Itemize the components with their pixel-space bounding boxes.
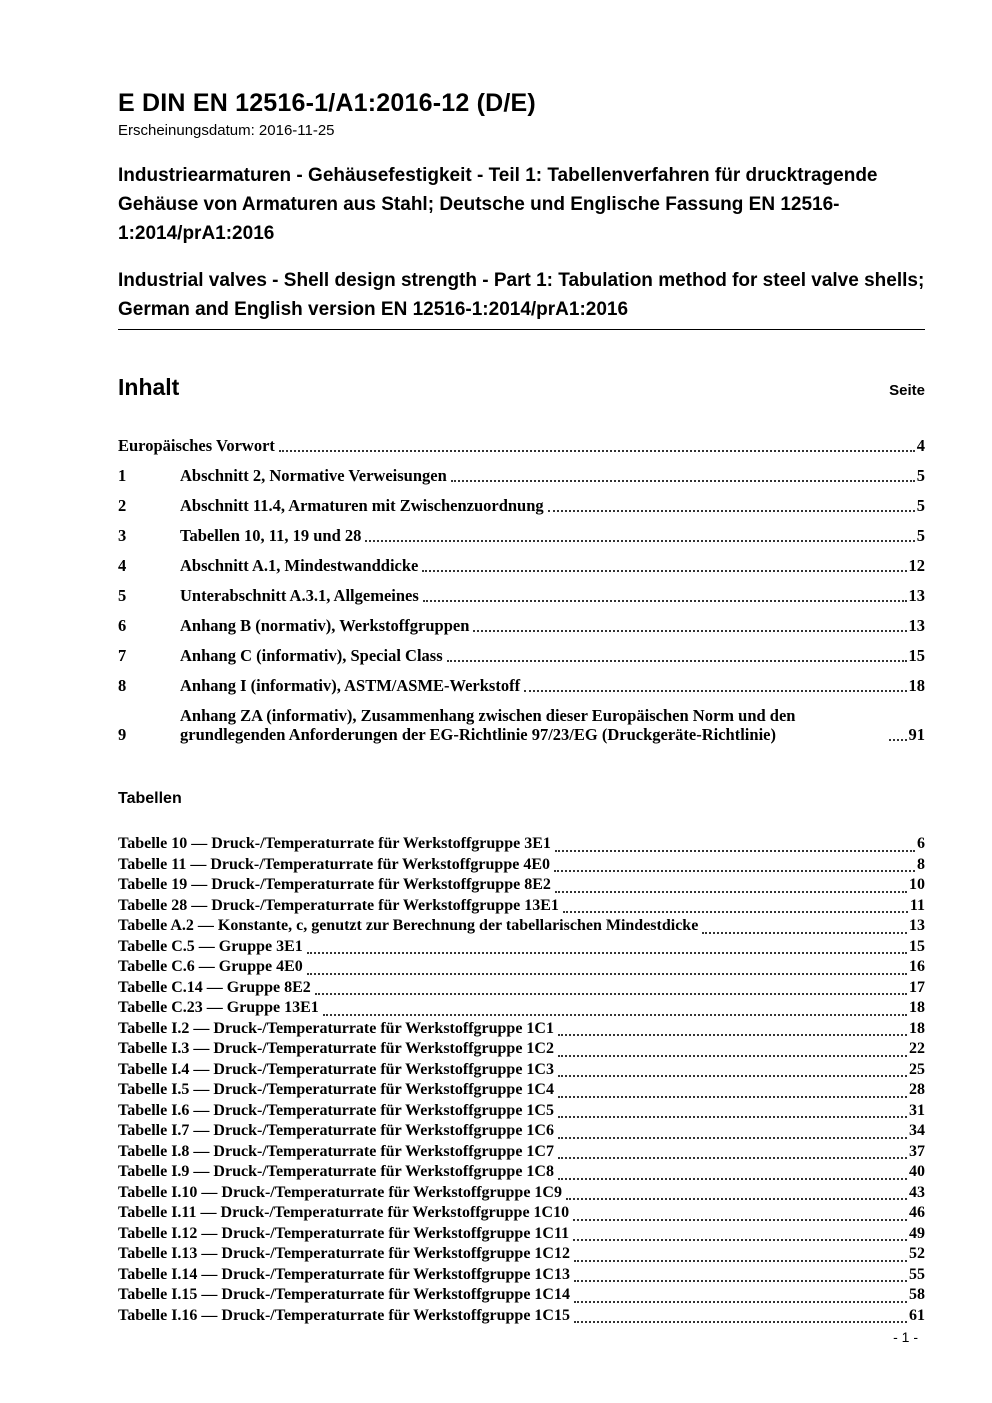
entry-label: Anhang I (informativ), ASTM/ASME-Werkstoff — [180, 676, 521, 695]
toc-entry-number: 9 — [118, 725, 127, 744]
table-entry — [118, 957, 925, 978]
entry-label: Unterabschnitt A.3.1, Allgemeines — [180, 586, 419, 605]
dotted-leader — [307, 973, 907, 975]
toc-page-column-label: Seite — [889, 382, 925, 399]
entry-page-number: 13 — [908, 616, 925, 635]
toc-entry — [118, 526, 925, 545]
entry-page-number: 61 — [909, 1306, 925, 1324]
table-entry — [118, 937, 925, 958]
entry-page-number: 12 — [908, 556, 925, 575]
dotted-leader — [702, 932, 907, 934]
entry-page-number: 25 — [909, 1060, 925, 1078]
entry-label: Tabelle C.14 — Gruppe 8E2 — [118, 978, 311, 996]
entry-label: Tabelle I.7 — Druck-/Temperaturrate für Werkstoffgruppe 1C6 — [118, 1122, 554, 1139]
table-entry — [118, 896, 925, 917]
table-entry — [118, 1121, 925, 1142]
entry-page-number: 5 — [916, 526, 925, 545]
dotted-leader — [566, 1198, 907, 1200]
toc-entry-number: 4 — [118, 556, 127, 575]
table-entry — [118, 1203, 925, 1224]
table-entry — [118, 1162, 925, 1183]
entry-page-number: 18 — [909, 999, 925, 1016]
entry-label: Tabelle I.14 — Druck-/Temperaturrate für Werkstoffgruppe 1C13 — [118, 1265, 570, 1283]
dotted-leader — [558, 1157, 907, 1159]
entry-page-number: 15 — [908, 646, 925, 665]
entry-label: Tabelle I.5 — Druck-/Temperaturrate für Werkstoffgruppe 1C4 — [118, 1081, 554, 1098]
table-entry — [118, 916, 925, 937]
dotted-leader — [574, 1280, 907, 1282]
toc-entry — [118, 676, 925, 695]
entry-label: Abschnitt A.1, Mindestwanddicke — [180, 556, 419, 575]
dotted-leader — [555, 891, 907, 893]
table-entry — [118, 1224, 925, 1245]
toc-entry — [118, 616, 925, 635]
entry-label: Anhang B (normativ), Werkstoffgruppen — [180, 616, 470, 635]
entry-page-number: 37 — [909, 1142, 925, 1160]
dotted-leader — [548, 510, 915, 512]
entry-page-number: 10 — [909, 876, 925, 893]
toc-entry-number: 6 — [118, 616, 127, 635]
dotted-leader — [558, 1096, 907, 1098]
entry-page-number: 18 — [908, 676, 925, 695]
dotted-leader — [365, 540, 914, 542]
entry-page-number: 49 — [909, 1224, 925, 1242]
dotted-leader — [558, 1075, 907, 1077]
entry-page-number: 4 — [916, 436, 925, 455]
entry-label: Tabelle I.2 — Druck-/Temperaturrate für Werkstoffgruppe 1C1 — [118, 1019, 554, 1037]
dotted-leader — [422, 570, 906, 572]
entry-page-number: 18 — [909, 1019, 925, 1037]
english-title: Industrial valves - Shell design strength - Part 1: Tabulation method for steel valve shells; German and English version EN 12516-1:2014/prA1:2016 — [118, 266, 925, 330]
entry-label: Tabelle 10 — Druck-/Temperaturrate für Werkstoffgruppe 3E1 — [118, 835, 551, 852]
dotted-leader — [323, 1014, 907, 1016]
entry-label: Tabelle I.10 — Druck-/Temperaturrate für Werkstoffgruppe 1C9 — [118, 1183, 562, 1201]
dotted-leader — [423, 600, 907, 602]
toc-header — [118, 374, 925, 401]
dotted-leader — [558, 1137, 907, 1139]
toc-entry — [118, 466, 925, 485]
entry-label: Anhang ZA (informativ), Zusammenhang zwischen dieser Europäischen Norm und den grundlegenden Anforderungen der EG-Richtlinie 97/23/EG (Druckgeräte-Richtlinie) — [180, 706, 796, 744]
dotted-leader — [558, 1116, 907, 1118]
table-entry — [118, 978, 925, 999]
entry-label: Tabelle I.11 — Druck-/Temperaturrate für Werkstoffgruppe 1C10 — [118, 1204, 570, 1221]
table-entry-list — [118, 834, 925, 1326]
dotted-leader — [574, 1260, 907, 1262]
entry-page-number: 22 — [909, 1040, 925, 1057]
dotted-leader — [558, 1034, 907, 1036]
entry-label: Tabelle C.5 — Gruppe 3E1 — [118, 937, 303, 955]
entry-label: Tabelle I.16 — Druck-/Temperaturrate für Werkstoffgruppe 1C15 — [118, 1306, 570, 1324]
entry-label: Tabelle 28 — Druck-/Temperaturrate für Werkstoffgruppe 13E1 — [118, 896, 559, 914]
dotted-leader — [473, 630, 906, 632]
entry-page-number: 55 — [909, 1265, 925, 1283]
entry-page-number: 91 — [908, 725, 925, 744]
toc-entry — [118, 646, 925, 665]
entry-label: Tabelle C.23 — Gruppe 13E1 — [118, 999, 319, 1016]
entry-label: Tabelle 19 — Druck-/Temperaturrate für Werkstoffgruppe 8E2 — [118, 876, 551, 893]
toc-entry-number: 3 — [118, 526, 127, 545]
entry-page-number: 5 — [916, 466, 925, 485]
toc-entry — [118, 496, 925, 515]
dotted-leader — [307, 952, 907, 954]
entry-label: Tabelle I.15 — Druck-/Temperaturrate für Werkstoffgruppe 1C14 — [118, 1286, 570, 1303]
document-title: E DIN EN 12516-1/A1:2016-12 (D/E) — [118, 89, 536, 117]
dotted-leader — [574, 1321, 907, 1323]
entry-label: Tabelle I.4 — Druck-/Temperaturrate für Werkstoffgruppe 1C3 — [118, 1060, 554, 1078]
entry-page-number: 13 — [908, 586, 925, 605]
dotted-leader — [574, 1301, 907, 1303]
toc-entry — [118, 556, 925, 575]
entry-page-number: 15 — [909, 937, 925, 955]
entry-label: Tabelle C.6 — Gruppe 4E0 — [118, 958, 303, 975]
table-entry — [118, 1080, 925, 1101]
toc-entry-number: 8 — [118, 676, 127, 695]
table-entry — [118, 875, 925, 896]
table-entry — [118, 834, 925, 855]
german-title: Industriearmaturen - Gehäusefestigkeit - Teil 1: Tabellenverfahren für drucktragende Gehäuse von Armaturen aus Stahl; Deutsche und Englische Fassung EN 12516-1:2014/prA1:2016 — [118, 165, 878, 244]
dotted-leader — [558, 1055, 907, 1057]
entry-label: Tabelle I.8 — Druck-/Temperaturrate für Werkstoffgruppe 1C7 — [118, 1142, 554, 1160]
entry-page-number: 31 — [909, 1101, 925, 1119]
dotted-leader — [563, 911, 908, 913]
table-entry — [118, 1306, 925, 1327]
dotted-leader — [555, 850, 915, 852]
entry-page-number: 43 — [909, 1183, 925, 1201]
entry-label: Tabelle I.3 — Druck-/Temperaturrate für Werkstoffgruppe 1C2 — [118, 1040, 554, 1057]
publication-date: Erscheinungsdatum: 2016-11-25 — [118, 122, 335, 139]
dotted-leader — [558, 1178, 907, 1180]
dotted-leader — [573, 1239, 907, 1241]
entry-page-number: 58 — [909, 1286, 925, 1303]
entry-label: Tabelle I.13 — Druck-/Temperaturrate für Werkstoffgruppe 1C12 — [118, 1245, 570, 1262]
entry-label: Tabelle I.12 — Druck-/Temperaturrate für Werkstoffgruppe 1C11 — [118, 1224, 570, 1242]
table-entry — [118, 1039, 925, 1060]
entry-page-number: 8 — [917, 855, 925, 873]
dotted-leader — [573, 1219, 907, 1221]
entry-label: Europäisches Vorwort — [118, 436, 275, 455]
entry-page-number: 52 — [909, 1245, 925, 1262]
toc-entry — [118, 436, 925, 455]
toc-entry-number: 2 — [118, 496, 127, 515]
entry-page-number: 17 — [909, 978, 925, 996]
entry-page-number: 13 — [909, 917, 925, 934]
toc-entry — [118, 706, 925, 744]
tables-section-heading: Tabellen — [118, 790, 182, 807]
dotted-leader — [451, 480, 915, 482]
dotted-leader — [447, 660, 907, 662]
toc-heading: Inhalt — [118, 374, 180, 400]
toc-entry-list — [118, 436, 925, 744]
toc-entry-number: 5 — [118, 586, 127, 605]
table-entry — [118, 998, 925, 1019]
table-entry — [118, 1019, 925, 1040]
dotted-leader — [279, 450, 915, 452]
entry-page-number: 6 — [917, 835, 925, 852]
entry-label: Tabellen 10, 11, 19 und 28 — [180, 526, 362, 545]
table-entry — [118, 1142, 925, 1163]
entry-label: Tabelle I.9 — Druck-/Temperaturrate für Werkstoffgruppe 1C8 — [118, 1163, 554, 1180]
table-entry — [118, 1244, 925, 1265]
table-entry — [118, 1060, 925, 1081]
entry-label: Tabelle I.6 — Druck-/Temperaturrate für Werkstoffgruppe 1C5 — [118, 1101, 554, 1119]
dotted-leader — [889, 739, 907, 741]
entry-label: Tabelle A.2 — Konstante, c, genutzt zur Berechnung der tabellarischen Mindestdicke — [118, 917, 699, 934]
table-entry — [118, 855, 925, 876]
toc-entry — [118, 586, 925, 605]
entry-label: Tabelle 11 — Druck-/Temperaturrate für Werkstoffgruppe 4E0 — [118, 855, 550, 873]
toc-entry-number: 1 — [118, 466, 127, 485]
table-entry — [118, 1183, 925, 1204]
entry-page-number: 5 — [916, 496, 925, 515]
entry-page-number: 46 — [909, 1204, 925, 1221]
table-entry — [118, 1101, 925, 1122]
entry-page-number: 11 — [909, 896, 925, 914]
dotted-leader — [524, 690, 906, 692]
entry-page-number: 16 — [909, 958, 925, 975]
dotted-leader — [315, 993, 907, 995]
page-number-footer: - 1 - — [893, 1329, 918, 1345]
entry-label: Abschnitt 2, Normative Verweisungen — [180, 466, 447, 485]
entry-page-number: 34 — [909, 1122, 925, 1139]
entry-page-number: 28 — [909, 1081, 925, 1098]
entry-page-number: 40 — [909, 1163, 925, 1180]
entry-label: Abschnitt 11.4, Armaturen mit Zwischenzuordnung — [180, 496, 544, 515]
toc-entry-number: 7 — [118, 646, 127, 665]
entry-label: Anhang C (informativ), Special Class — [180, 646, 443, 665]
table-entry — [118, 1285, 925, 1306]
dotted-leader — [554, 870, 915, 872]
table-entry — [118, 1265, 925, 1286]
